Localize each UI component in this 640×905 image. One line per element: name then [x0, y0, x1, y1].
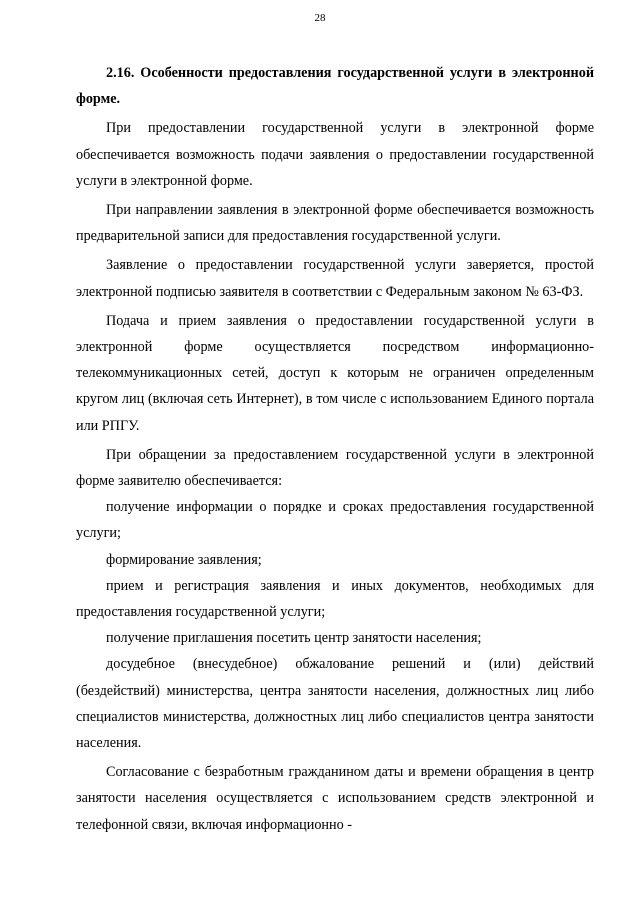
list-item: досудебное (внесудебное) обжалование решений и (или) действий (бездействий) министерства, центра занятости населения, должностных лиц либо специалистов министерства, должностных лиц либо специалистов центра занятости населения. [76, 656, 594, 752]
list-item: получение информации о порядке и сроках предоставления государственной услуги; [76, 499, 594, 542]
page-number: 28 [314, 12, 326, 24]
paragraph: При обращении за предоставлением государственной услуги в электронной форме заявителю обеспечивается: [76, 446, 594, 490]
list-item: прием и регистрация заявления и иных документов, необходимых для предоставления государственной услуги; [76, 577, 594, 621]
list-item: формирование заявления; [106, 551, 262, 568]
document-body [76, 60, 594, 838]
paragraph: При предоставлении государственной услуги в электронной форме обеспечивается возможность подачи заявления о предоставлении государственной услуги в электронной форме. [76, 120, 594, 189]
list-item: получение приглашения посетить центр занятости населения; [106, 630, 482, 647]
paragraph: При направлении заявления в электронной форме обеспечивается возможность предварительной записи для предоставления государственной услуги. [76, 202, 594, 245]
paragraph: Заявление о предоставлении государственной услуги заверяется, простой электронной подписью заявителя в соответствии с Федеральным законом № 63-ФЗ. [76, 257, 594, 300]
paragraph: Подача и прием заявления о предоставлении государственной услуги в электронной форме осуществляется посредством информационно-телекоммуникационных сетей, доступ к которым не ограничен определенным кругом лиц (включая сеть Интернет), в том числе с использованием Единого портала или РПГУ. [76, 312, 594, 434]
paragraph: Согласование с безработным гражданином даты и времени обращения в центр занятости населения осуществляется с использованием средств электронной и телефонной связи, включая информационно - [76, 764, 594, 833]
section-heading: 2.16. Особенности предоставления государственной услуги в электронной форме. [76, 65, 594, 108]
